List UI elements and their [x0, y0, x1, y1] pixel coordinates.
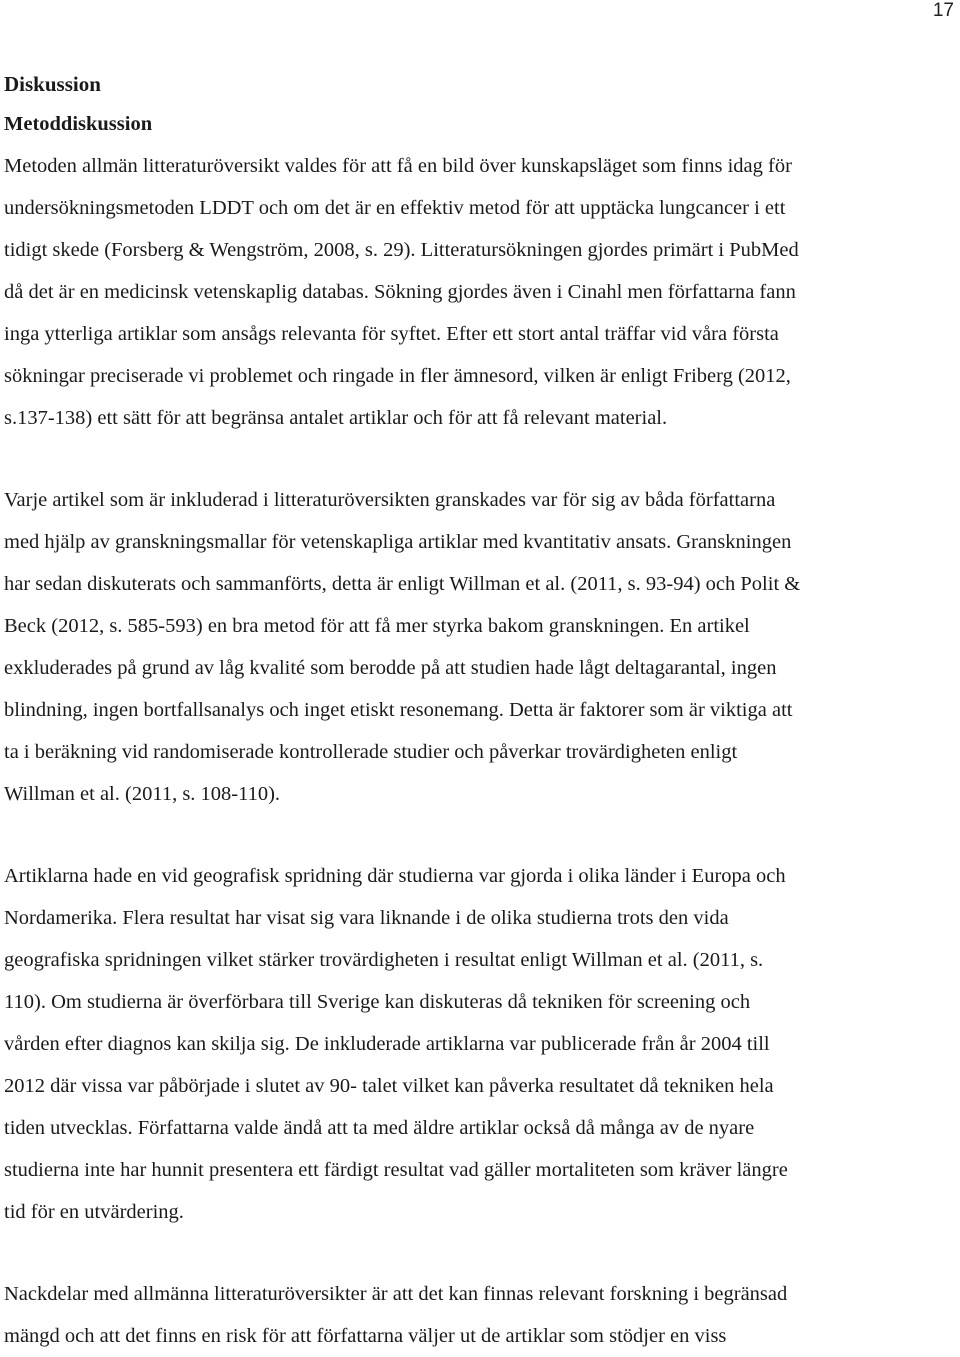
paragraph-2 — [4, 479, 954, 815]
text-line: Beck (2012, s. 585-593) en bra metod för att få mer styrka bakom granskningen. En artikel — [4, 615, 750, 637]
text-line: blindning, ingen bortfallsanalys och inget etiskt resonemang. Detta är faktorer som är viktiga att — [4, 699, 793, 721]
text-line: Nackdelar med allmänna litteraturöversikter är att det kan finnas relevant forskning i begränsad — [4, 1283, 788, 1305]
text-line: Nordamerika. Flera resultat har visat sig vara liknande i de olika studierna trots den vida — [4, 907, 729, 929]
text-line: undersökningsmetoden LDDT och om det är en effektiv metod för att upptäcka lungcancer i ett — [4, 197, 786, 219]
document-body — [4, 66, 954, 1357]
text-line: har sedan diskuterats och sammanförts, detta är enligt Willman et al. (2011, s. 93-94) och Polit & — [4, 573, 801, 595]
text-line: exkluderades på grund av låg kvalité som berodde på att studien hade lågt deltagarantal, ingen — [4, 657, 777, 679]
text-line: ta i beräkning vid randomiserade kontrollerade studier och påverkar trovärdigheten enligt — [4, 741, 738, 763]
text-line: tid för en utvärdering. — [4, 1201, 184, 1223]
text-line: med hjälp av granskningsmallar för vetenskapliga artiklar med kvantitativ ansats. Granskningen — [4, 531, 792, 553]
text-line: tidigt skede (Forsberg & Wengström, 2008, s. 29). Litteratursökningen gjordes primärt i PubMed — [4, 239, 799, 261]
text-line: tiden utvecklas. Författarna valde ändå att ta med äldre artiklar också då många av de nyare — [4, 1117, 755, 1139]
paragraph-4 — [4, 1273, 954, 1357]
section-heading: Diskussion — [4, 72, 101, 96]
page-number: 17 — [932, 0, 954, 21]
text-line: Varje artikel som är inkluderad i litteraturöversikten granskades var för sig av båda författarna — [4, 489, 776, 511]
paragraph-3 — [4, 855, 954, 1233]
text-line: sökningar preciserade vi problemet och ringade in fler ämnesord, vilken är enligt Friberg (2012, — [4, 365, 791, 387]
text-line: mängd och att det finns en risk för att författarna väljer ut de artiklar som stödjer en viss — [4, 1325, 727, 1347]
text-line: s.137-138) ett sätt för att begränsa antalet artiklar och för att få relevant material. — [4, 407, 668, 429]
text-line: Willman et al. (2011, s. 108-110). — [4, 783, 281, 805]
text-line: 2012 där vissa var påbörjade i slutet av 90- talet vilket kan påverka resultatet då tekniken hela — [4, 1075, 774, 1097]
text-line: studierna inte har hunnit presentera ett färdigt resultat vad gäller mortaliteten som kräver längre — [4, 1159, 788, 1181]
text-line: 110). Om studierna är överförbara till Sverige kan diskuteras då tekniken för screening och — [4, 991, 751, 1013]
text-line: vården efter diagnos kan skilja sig. De inkluderade artiklarna var publicerade från år 2004 till — [4, 1033, 770, 1055]
text-line: Metoden allmän litteraturöversikt valdes för att få en bild över kunskapsläget som finns idag för — [4, 155, 792, 177]
text-line: inga ytterliga artiklar som ansågs relevanta för syftet. Efter ett stort antal träffar vid våra första — [4, 323, 779, 345]
paragraph-1 — [4, 145, 954, 439]
subsection-heading: Metoddiskussion — [4, 113, 153, 135]
text-line: Artiklarna hade en vid geografisk spridning där studierna var gjorda i olika länder i Europa och — [4, 865, 786, 887]
text-line: då det är en medicinsk vetenskaplig databas. Sökning gjordes även i Cinahl men författarna fann — [4, 281, 796, 303]
text-line: geografiska spridningen vilket stärker trovärdigheten i resultat enligt Willman et al. (2011, s. — [4, 949, 764, 971]
